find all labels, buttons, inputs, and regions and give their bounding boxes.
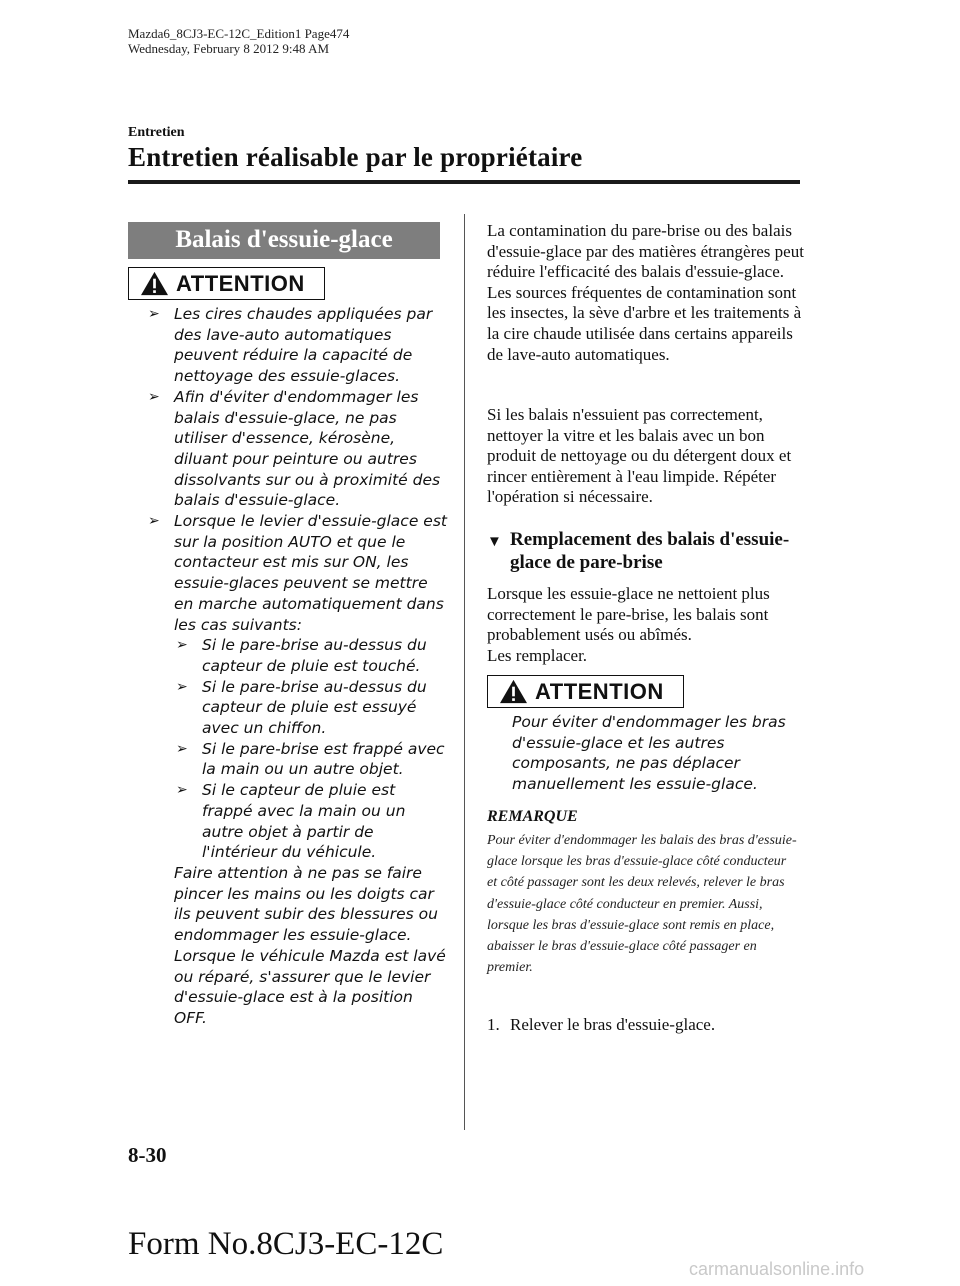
sub-warning-text: Si le pare-brise au-dessus du capteur de pluie est touché.	[202, 636, 427, 675]
sub-warning-text: Si le pare-brise est frappé avec la main ou un autre objet.	[202, 739, 445, 779]
sub-warning-list	[148, 635, 448, 1028]
print-header-line-1: Mazda6_8CJ3-EC-12C_Edition1 Page474	[128, 26, 350, 41]
attention-box	[128, 267, 325, 300]
closing-text-0: Faire attention à ne pas se faire pincer les mains ou les doigts car ils peuvent subir des blessures ou endommager les essuie-glace.	[174, 863, 438, 945]
print-header	[128, 26, 349, 56]
sub-warning-text: Si le capteur de pluie est frappé avec la main ou un autre objet à partir de l'intérieur du véhicule.	[202, 781, 406, 862]
arrow-bullet-icon: ➢	[176, 782, 188, 799]
warning-icon	[139, 270, 170, 297]
warning-text: Les cires chaudes appliquées par des lave-auto automatiques peuvent réduire la capacité de nettoyage des essuie-glaces.	[174, 305, 433, 386]
replacement-paragraph	[487, 584, 807, 666]
attention-label: ATTENTION	[176, 270, 305, 296]
closing-text-1: Lorsque le véhicule Mazda est lavé ou réparé, s'assurer que le levier d'essuie-glace est à la position OFF.	[174, 946, 446, 1027]
form-number: Form No.8CJ3-EC-12C	[128, 1226, 444, 1262]
warning-item	[148, 511, 448, 635]
step-text: Relever le bras d'essuie-glace.	[510, 1015, 716, 1034]
warning-text: Afin d'éviter d'endommager les balais d'essuie-glace, ne pas utiliser d'essence, kérosène, diluant pour peinture ou autres dissolvants sur ou à proximité des balais d'essuie-glace.	[174, 387, 441, 510]
subheading	[487, 529, 807, 574]
arrow-bullet-icon: ➢	[176, 740, 188, 757]
sub-warning-item	[174, 780, 448, 863]
section-label: Entretien	[128, 125, 185, 140]
attention-box-2	[487, 675, 684, 708]
intro-paragraph: La contamination du pare-brise ou des balais d'essuie-glace par des matières étrangères peut réduire l'efficacité des balais d'essuie-glace. Les sources fréquentes de contamination sont les insectes, la sève d'arbre et les traitements à la cire chaude utilisée dans certains appareils de lave-auto automatiques.	[487, 221, 804, 364]
watermark: carmanualsonline.info	[689, 1259, 865, 1279]
sub-warning-text: Si le pare-brise au-dessus du capteur de pluie est essuyé avec un chiffon.	[202, 677, 427, 738]
warning-item	[148, 304, 448, 387]
sub-warning-item	[174, 739, 448, 780]
arrow-bullet-icon: ➢	[176, 637, 188, 654]
subheading-text: Remplacement des balais d'essuie-glace de pare-brise	[510, 529, 790, 573]
replacement-text-2: Les remplacer.	[487, 645, 588, 665]
attention-content	[148, 304, 448, 1029]
arrow-bullet-icon: ➢	[148, 513, 160, 530]
sub-warning-item	[174, 635, 448, 676]
column-divider	[464, 214, 465, 1130]
warning-icon	[498, 678, 529, 705]
arrow-bullet-icon: ➢	[176, 678, 188, 695]
attention-label: ATTENTION	[535, 678, 664, 704]
triangle-marker-icon: ▼	[487, 534, 502, 550]
section-banner: Balais d'essuie-glace	[128, 222, 440, 259]
cleaning-paragraph: Si les balais n'essuient pas correctement, nettoyer la vitre et les balais avec un bon produit de nettoyage ou du détergent doux et rincer entièrement à l'eau limpide. Répéter l'opération si nécessaire.	[487, 405, 792, 507]
warning-item	[148, 387, 448, 511]
arrow-bullet-icon: ➢	[148, 388, 160, 405]
remark-text: Pour éviter d'endommager les balais des bras d'essuie-glace lorsque les bras d'essuie-glace côté conducteur et côté passager sont les deux relevés, relever le bras d'essuie-glace côté conducteur en premier. Aussi, lorsque les bras d'essuie-glace sont remis en place, abaisser le bras d'essuie-glace côté passager en premier.	[487, 833, 797, 976]
print-header-line-2: Wednesday, February 8 2012 9:48 AM	[128, 41, 330, 56]
warning-text: Lorsque le levier d'essuie-glace est sur la position AUTO et que le contacteur est mis sur ON, les essuie-glaces peuvent se mettre en marche automatiquement dans les cas suivants:	[174, 512, 447, 634]
step-number: 1.	[487, 1015, 500, 1034]
title-rule	[128, 180, 800, 184]
page-number: 8-30	[128, 1143, 167, 1167]
page-title: Entretien réalisable par le propriétaire	[128, 142, 583, 172]
step-1	[487, 1015, 807, 1036]
attention-text-2: Pour éviter d'endommager les bras d'essuie-glace et les autres composants, ne pas déplacer manuellement les essuie-glace.	[512, 713, 786, 794]
arrow-bullet-icon: ➢	[148, 306, 160, 322]
replacement-text: Lorsque les essuie-glace ne nettoient plus correctement le pare-brise, les balais sont probablement usés ou abîmés.	[487, 584, 770, 645]
remark-title: REMARQUE	[487, 808, 578, 825]
sub-warning-item	[174, 677, 448, 739]
